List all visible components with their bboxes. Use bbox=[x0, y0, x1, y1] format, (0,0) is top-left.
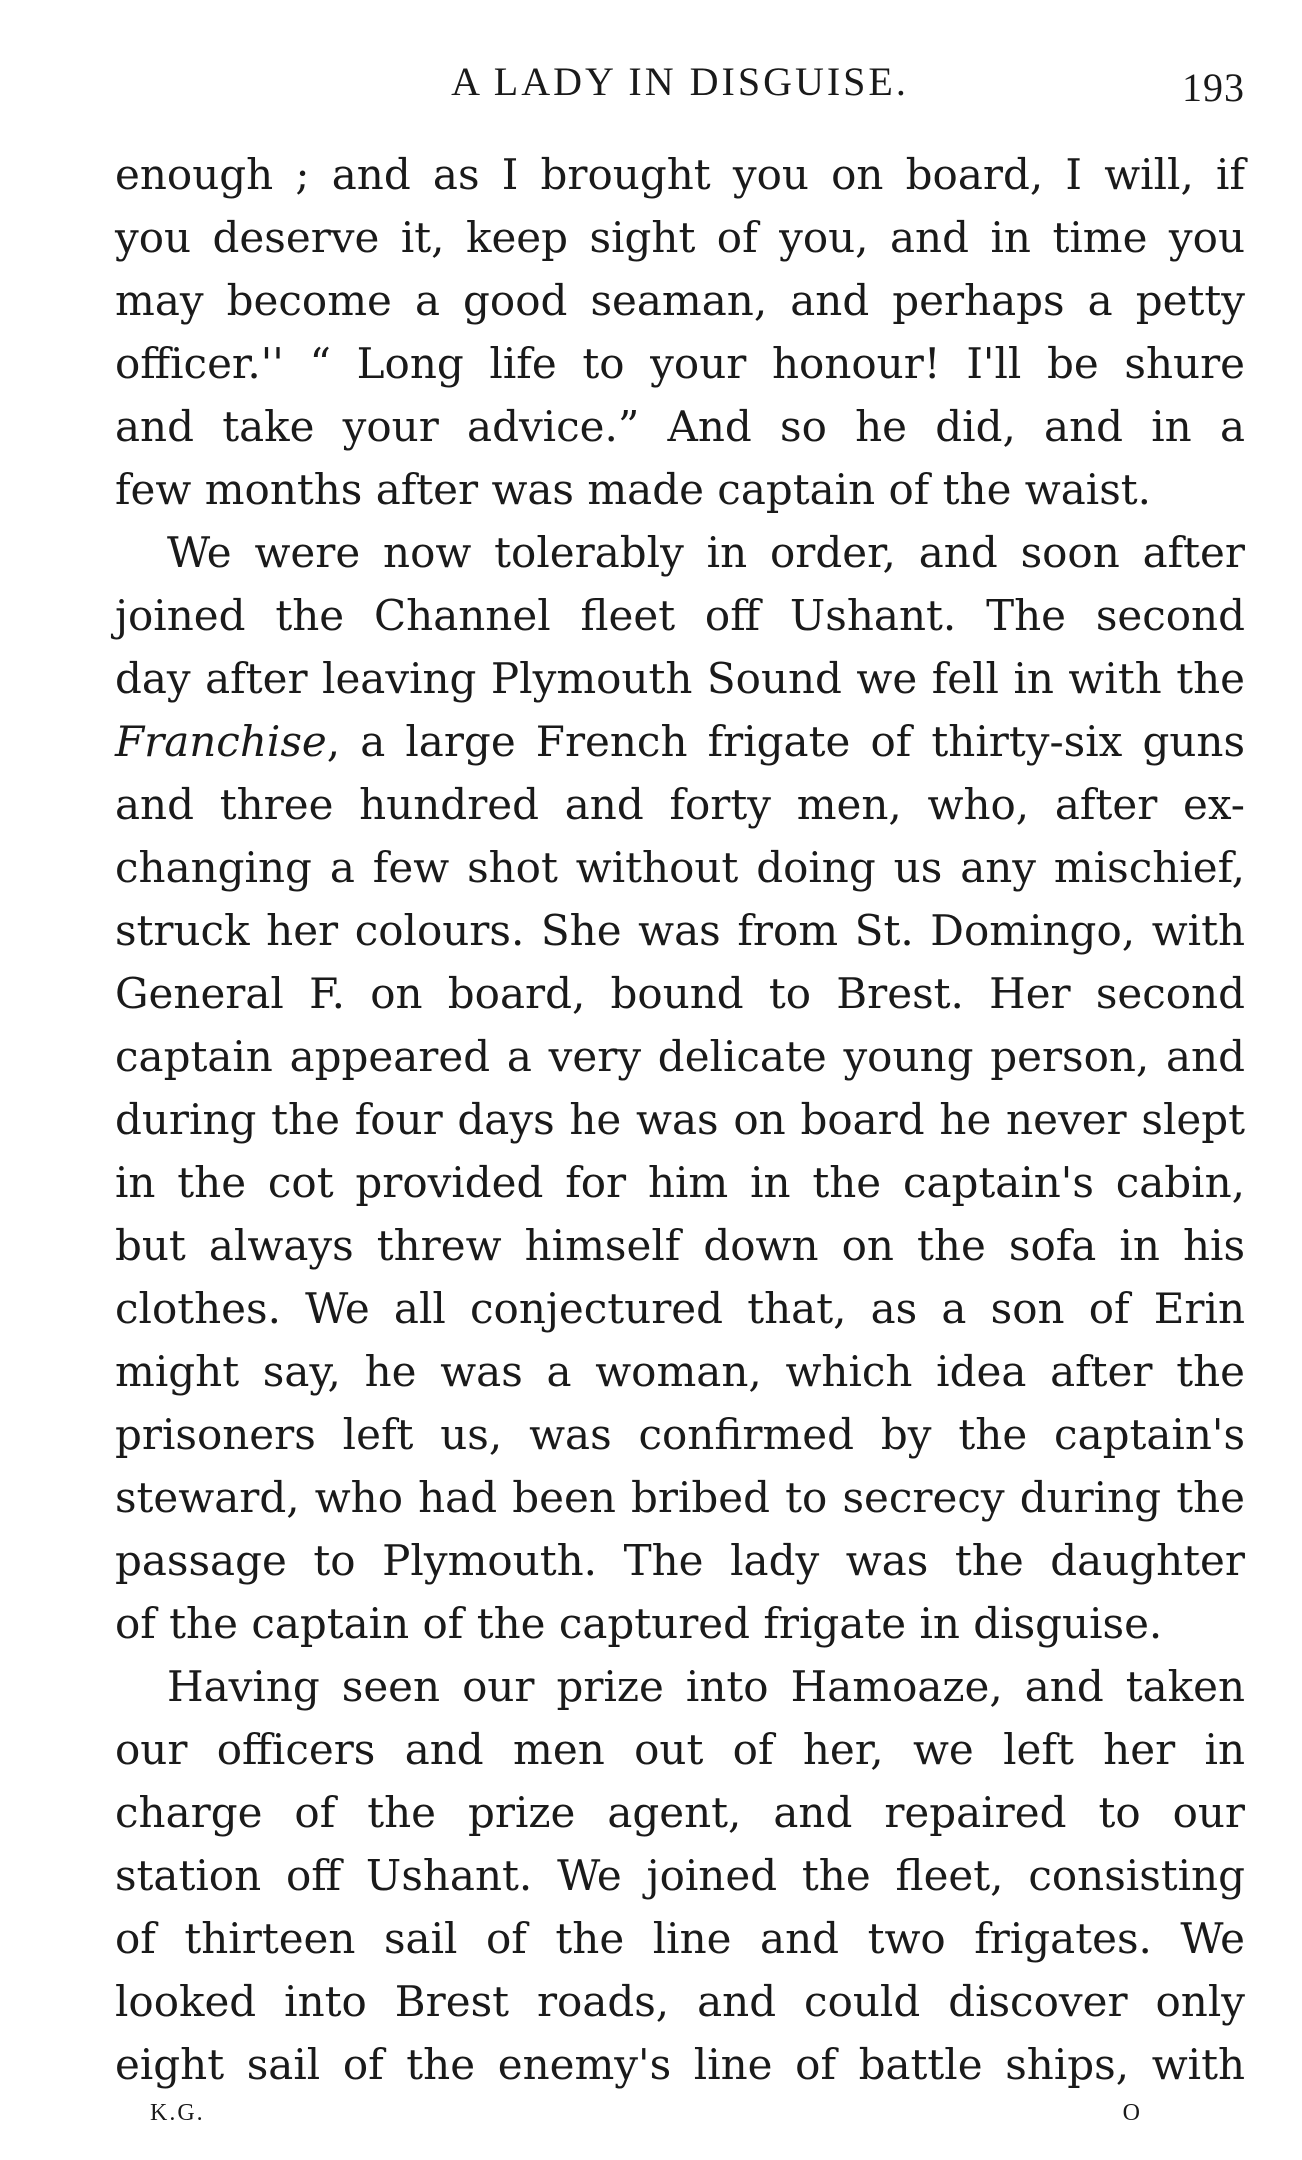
text-line: clothes. We all conjectured that, as a son of Erin bbox=[115, 1284, 1245, 1333]
text-line-with-ship-name bbox=[115, 710, 1245, 773]
text-line: passage to Plymouth. The lady was the daughter bbox=[115, 1536, 1245, 1585]
text-line: might say, he was a woman, which idea after the bbox=[115, 1347, 1245, 1396]
running-title: A LADY IN DISGUISE. bbox=[451, 59, 909, 104]
sheet-mark: O bbox=[1122, 2100, 1140, 2126]
ship-name: Franchise bbox=[115, 717, 327, 766]
text-line: and three hundred and forty men, who, after ex- bbox=[115, 780, 1245, 829]
text-line: eight sail of the enemy's line of battle ships, with bbox=[115, 2040, 1245, 2089]
text-line: of the captain of the captured frigate in disguise. bbox=[115, 1599, 1163, 1648]
text-line: General F. on board, bound to Brest. Her second bbox=[115, 969, 1245, 1018]
paragraph-start-line: Having seen our prize into Hamoaze, and taken bbox=[167, 1662, 1245, 1711]
text-line: station off Ushant. We joined the fleet, consisting bbox=[115, 1851, 1245, 1900]
signature-mark: K.G. bbox=[150, 2100, 205, 2126]
text-line: may become a good seaman, and perhaps a petty bbox=[115, 276, 1245, 325]
text-line: but always threw himself down on the sofa in his bbox=[115, 1221, 1245, 1270]
text-line: our officers and men out of her, we left her in bbox=[115, 1725, 1245, 1774]
text-line: charge of the prize agent, and repaired to our bbox=[115, 1788, 1245, 1837]
text-line: changing a few shot without doing us any mischief, bbox=[115, 843, 1245, 892]
text-line: day after leaving Plymouth Sound we fell in with the bbox=[115, 654, 1245, 703]
text-line: officer.'' “ Long life to your honour! I'll be shure bbox=[115, 339, 1245, 388]
body-text bbox=[115, 143, 1245, 2096]
text-line: prisoners left us, was confirmed by the captain's bbox=[115, 1410, 1245, 1459]
text-line: in the cot provided for him in the captain's cabin, bbox=[115, 1158, 1245, 1207]
text-line: struck her colours. She was from St. Domingo, with bbox=[115, 906, 1245, 955]
text-line: joined the Channel fleet off Ushant. The second bbox=[115, 591, 1245, 640]
page-footer bbox=[150, 2100, 1140, 2140]
text-line-rest: , a large French frigate of thirty-six guns bbox=[326, 717, 1245, 766]
text-line: and take your advice.” And so he did, and in a bbox=[115, 402, 1245, 451]
text-line: looked into Brest roads, and could discover only bbox=[115, 1977, 1245, 2026]
text-line: few months after was made captain of the waist. bbox=[115, 465, 1152, 514]
running-head bbox=[115, 58, 1245, 118]
text-line: during the four days he was on board he never slept bbox=[115, 1095, 1245, 1144]
text-line: enough ; and as I brought you on board, I will, if bbox=[115, 150, 1245, 199]
paragraph-start-line: We were now tolerably in order, and soon after bbox=[167, 528, 1245, 577]
text-line: you deserve it, keep sight of you, and in time you bbox=[115, 213, 1245, 262]
text-line: of thirteen sail of the line and two frigates. We bbox=[115, 1914, 1245, 1963]
page-number: 193 bbox=[1182, 65, 1245, 110]
text-line: steward, who had been bribed to secrecy during the bbox=[115, 1473, 1245, 1522]
text-line: captain appeared a very delicate young person, and bbox=[115, 1032, 1245, 1081]
